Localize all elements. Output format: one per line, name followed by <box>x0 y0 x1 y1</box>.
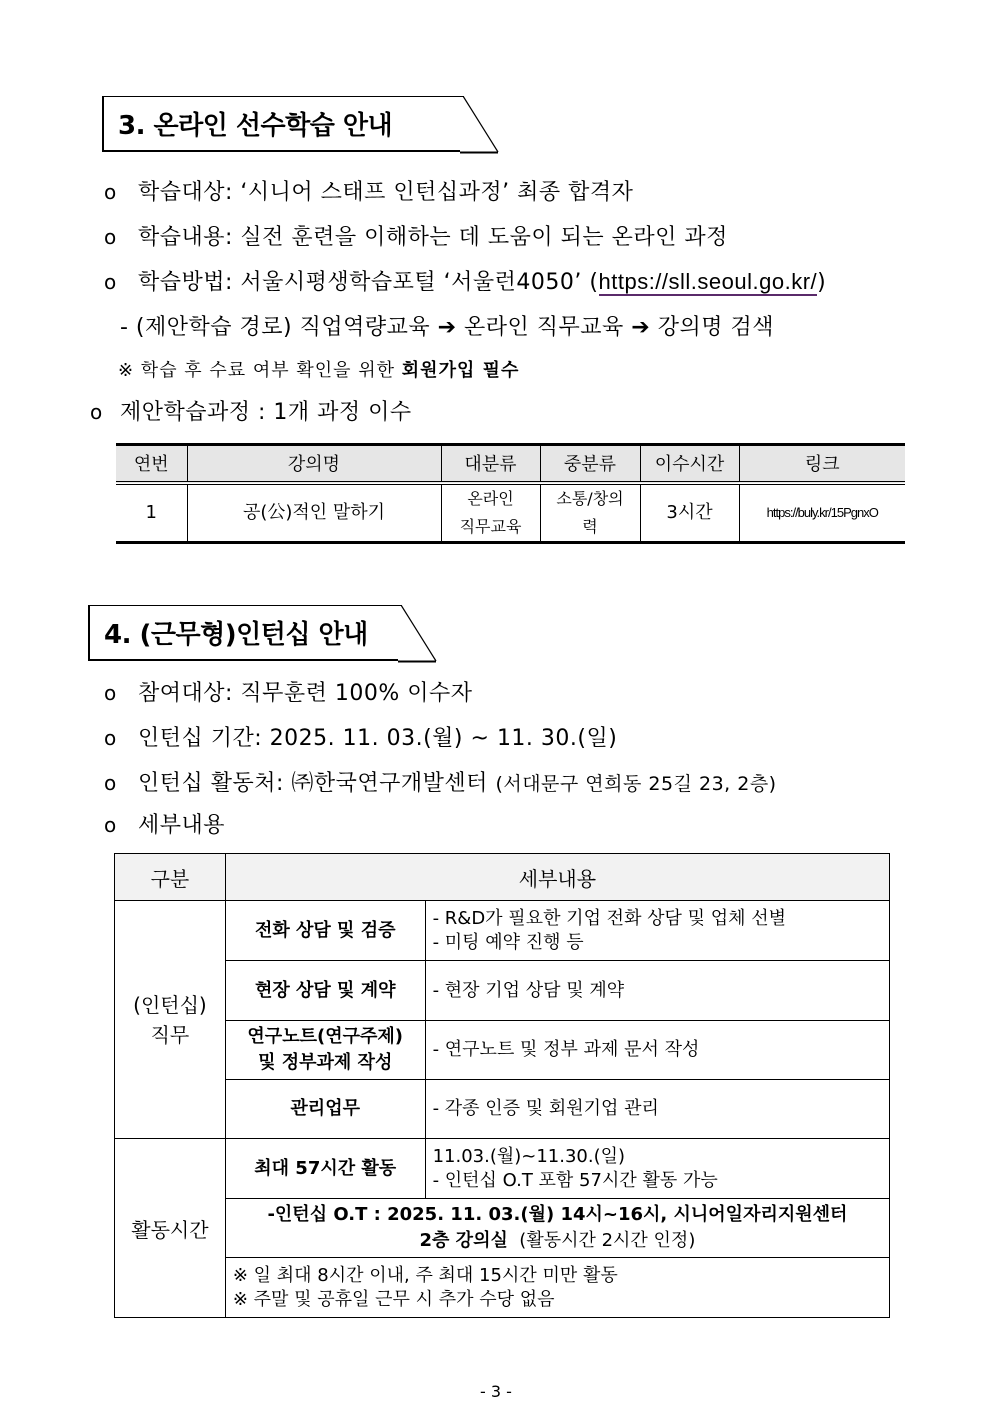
table-row: 연구노트(연구주제) 및 정부과제 작성 - 연구노트 및 정부 과제 문서 작성 <box>115 1021 890 1080</box>
bullet-period: o 인턴십 기간: 2025. 11. 03.(월) ~ 11. 30.(일) <box>104 726 618 751</box>
bullet-details: o 세부내용 <box>104 813 226 838</box>
bullet-participants: o 참여대상: 직무훈련 100% 이수자 <box>104 681 473 706</box>
group-duty-label: (인턴십) 직무 <box>115 901 226 1139</box>
bullet-learning-content: o 학습내용: 실전 훈련을 이해하는 데 도움이 되는 온라인 과정 <box>104 225 728 250</box>
section-3-title-text: 3. 온라인 선수학습 안내 <box>118 111 393 141</box>
table-header-row <box>115 854 890 901</box>
cell-hours: 3시간 <box>640 483 739 543</box>
bullet-learning-target: o 학습대상: ‘시니어 스태프 인턴십과정’ 최종 합격자 <box>104 180 634 205</box>
cell-no: 1 <box>145 501 157 523</box>
col-header-no: 연번 <box>116 445 187 483</box>
section-4-title <box>88 605 398 661</box>
table-row: -인턴십 O.T : 2025. 11. 03.(월) 14시~16시, 시니어일자리지원센터 2층 강의실 (활동시간 2시간 인정) <box>115 1199 890 1258</box>
learning-path: - (제안학습 경로) 직업역량교육 ➔ 온라인 직무교육 ➔ 강의명 검색 <box>120 315 774 340</box>
section-3-title <box>102 96 460 152</box>
table-row: (인턴십) 직무 전화 상담 및 검증 - R&D가 필요한 기업 전화 상담 및 업체 선별 - 미팅 예약 진행 등 <box>115 901 890 961</box>
table-row: 현장 상담 및 계약 - 현장 기업 상담 및 계약 <box>115 961 890 1021</box>
bullet-course: o 제안학습과정 : 1개 과정 이수 <box>90 400 412 425</box>
cell-major: 온라인 직무교육 <box>441 483 540 543</box>
table-row <box>116 483 905 543</box>
title-tab-shape-icon <box>398 605 438 663</box>
cell-link[interactable]: https://buly.kr/15PgnxO <box>739 483 905 543</box>
page-number: - 3 - <box>480 1382 512 1401</box>
section-4-title-text: 4. (근무형)인턴십 안내 <box>104 620 368 650</box>
title-tab-shape-icon <box>460 96 500 154</box>
course-table <box>116 443 905 544</box>
table-header-row <box>116 445 905 483</box>
bullet-location: o 인턴십 활동처: ㈜한국연구개발센터 (서대문구 연희동 25길 23, 2층) <box>104 771 777 796</box>
cell-minor: 소통/창의 력 <box>540 483 640 543</box>
col-header-name: 강의명 <box>187 445 441 483</box>
signup-note: ※ 학습 후 수료 여부 확인을 위한 회원가입 필수 <box>118 360 520 381</box>
group-hours-label: 활동시간 <box>115 1139 226 1318</box>
col-header-hours: 이수시간 <box>640 445 739 483</box>
bullet-learning-method: o 학습방법: 서울시평생학습포털 ‘서울런4050’ (https://sll.seoul.go.kr/) <box>104 269 827 295</box>
table-row: ※ 일 최대 8시간 이내, 주 최대 15시간 미만 활동 ※ 주말 및 공휴일 근무 시 추가 수당 없음 <box>115 1258 890 1318</box>
table-row: 관리업무 - 각종 인증 및 회원기업 관리 <box>115 1080 890 1139</box>
col-header-category: 구분 <box>115 854 226 901</box>
table-row: 활동시간 최대 57시간 활동 11.03.(월)~11.30.(일) - 인턴십 O.T 포함 57시간 활동 가능 <box>115 1139 890 1199</box>
col-header-details: 세부내용 <box>225 854 889 901</box>
seoul-learn-link[interactable]: https://sll.seoul.go.kr/ <box>598 269 818 294</box>
col-header-major: 대분류 <box>441 445 540 483</box>
col-header-link: 링크 <box>739 445 905 483</box>
cell-name: 공(公)적인 말하기 <box>187 483 441 543</box>
internship-details-table <box>114 853 890 1318</box>
col-header-minor: 중분류 <box>540 445 640 483</box>
